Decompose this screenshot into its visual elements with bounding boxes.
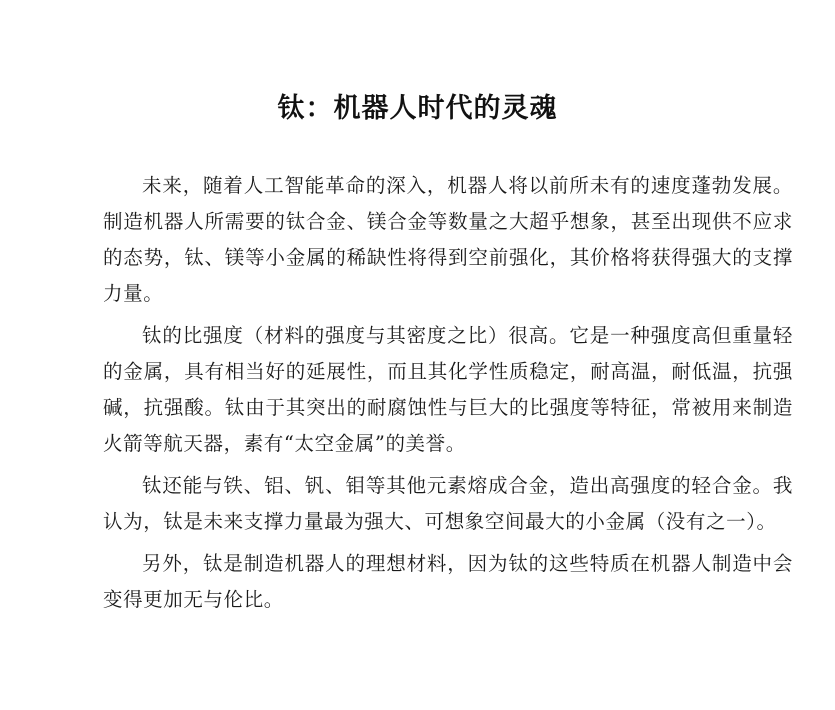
paragraph-4: 另外，钛是制造机器人的理想材料，因为钛的这些特质在机器人制造中会变得更加无与伦比。 <box>103 552 793 611</box>
article-body <box>103 168 793 624</box>
page-title: 钛：机器人时代的灵魂 <box>277 93 558 124</box>
paragraph-3: 钛还能与铁、铝、钒、钼等其他元素熔成合金，造出高强度的轻合金。我认为，钛是未来支撑力量最为强大、可想象空间最大的小金属（没有之一）。 <box>103 474 793 533</box>
paragraph-1: 未来，随着人工智能革命的深入，机器人将以前所未有的速度蓬勃发展。制造机器人所需要的钛合金、镁合金等数量之大超乎想象，甚至出现供不应求的态势，钛、镁等小金属的稀缺性将得到空前强化，其价格将获得强大的支撑力量。 <box>103 174 793 305</box>
paragraph-2: 钛的比强度（材料的强度与其密度之比）很高。它是一种强度高但重量轻的金属，具有相当好的延展性，而且其化学性质稳定，耐高温，耐低温，抗强碱，抗强酸。钛由于其突出的耐腐蚀性与巨大的比强度等特征，常被用来制造火箭等航天器，素有“太空金属”的美誉。 <box>103 324 793 455</box>
